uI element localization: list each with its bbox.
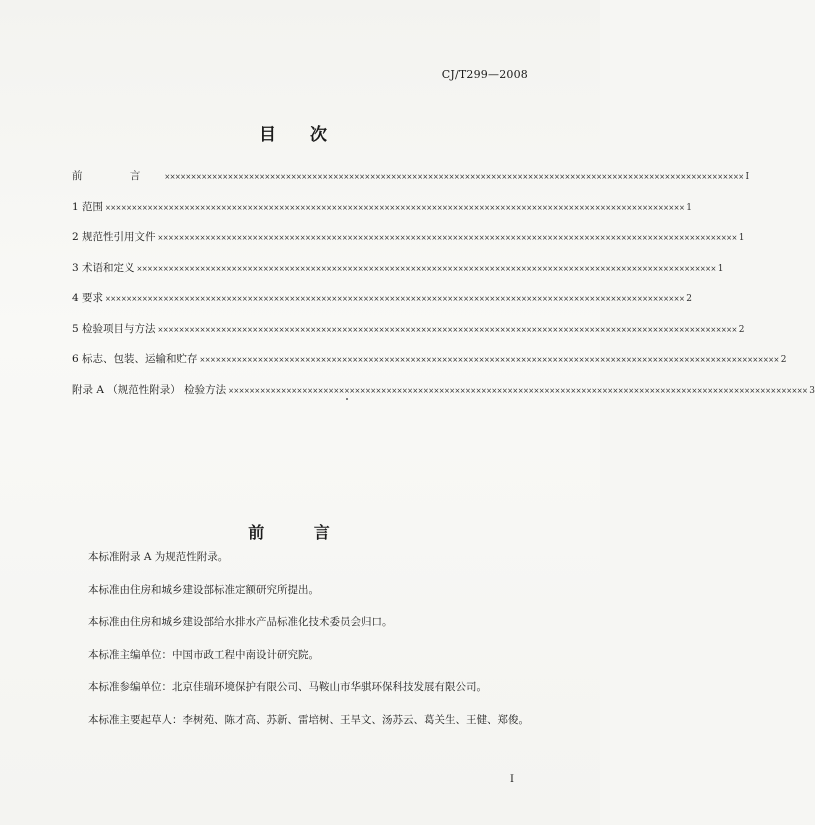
toc-entry-label: 6 标志、包装、运输和贮存 bbox=[72, 353, 198, 365]
foreword-paragraph: 本标准由住房和城乡建设部标准定额研究所提出。 bbox=[88, 583, 319, 596]
toc-leader: ×××××××××××××××××××××××××××××××××××××××××××××××××××××××××××××××××××××××××××××××××××××××××××××××××××××××××××××× bbox=[164, 173, 744, 181]
toc-leader: ×××××××××××××××××××××××××××××××××××××××××××××××××××××××××××××××××××××××××××××××××××××××××××××××××××××××××××××× bbox=[105, 295, 685, 303]
toc-entry-page: 1 bbox=[738, 233, 745, 243]
toc-entry-marking-packaging[interactable] bbox=[72, 351, 787, 382]
page-number: I bbox=[510, 774, 514, 785]
toc-entry-label: 1 范围 bbox=[72, 200, 104, 213]
toc-entry-normative-references[interactable] bbox=[72, 229, 745, 260]
foreword-paragraph: 本标准主编单位：中国市政工程中南设计研究院。 bbox=[88, 648, 319, 661]
toc-entry-scope[interactable] bbox=[72, 199, 692, 230]
toc-entry-label: 前 言 bbox=[72, 170, 163, 182]
toc-entry-page: 1 bbox=[686, 202, 692, 213]
foreword-title: 前 言 bbox=[248, 523, 352, 542]
toc-entry-label: 附录 A （规范性附录） 检验方法 bbox=[72, 383, 227, 396]
scan-speck bbox=[346, 398, 348, 400]
toc-entry-label: 3 术语和定义 bbox=[72, 261, 135, 274]
toc-leader: ×××××××××××××××××××××××××××××××××××××××××××××××××××××××××××××××××××××××××××××××××××××××××××××××××××××××××××××× bbox=[157, 234, 737, 242]
toc-entry-terms-definitions[interactable] bbox=[72, 260, 724, 291]
foreword-body bbox=[88, 550, 528, 745]
toc-leader: ×××××××××××××××××××××××××××××××××××××××××××××××××××××××××××××××××××××××××××××××××××××××××××××××××××××××××××××× bbox=[157, 325, 737, 334]
toc-entry-page: 2 bbox=[686, 294, 692, 304]
standard-code: CJ/T299—2008 bbox=[441, 68, 528, 81]
toc-leader: ×××××××××××××××××××××××××××××××××××××××××××××××××××××××××××××××××××××××××××××××××××××××××××××××××××××××××××××× bbox=[136, 264, 716, 273]
toc-entry-requirements[interactable] bbox=[72, 290, 692, 321]
toc-entry-annex-a[interactable] bbox=[72, 382, 815, 413]
foreword-paragraph: 本标准主要起草人：李树苑、陈才高、苏新、雷培树、王旱文、汤苏云、葛关生、王健、郑俊。 bbox=[88, 713, 529, 726]
toc-entry-label: 2 规范性引用文件 bbox=[72, 231, 156, 243]
foreword-paragraph: 本标准附录 A 为规范性附录。 bbox=[88, 551, 229, 563]
toc-leader: ×××××××××××××××××××××××××××××××××××××××××××××××××××××××××××××××××××××××××××××××××××××××××××××××××××××××××××××× bbox=[228, 386, 808, 395]
toc-entry-page: I bbox=[745, 172, 750, 182]
toc-title: 目 次 bbox=[259, 125, 341, 145]
table-of-contents bbox=[72, 168, 815, 412]
toc-leader: ×××××××××××××××××××××××××××××××××××××××××××××××××××××××××××××××××××××××××××××××××××××××××××××××××××××××××××××× bbox=[105, 203, 685, 212]
toc-entry-label: 5 检验项目与方法 bbox=[72, 322, 156, 335]
toc-leader: ×××××××××××××××××××××××××××××××××××××××××××××××××××××××××××××××××××××××××××××××××××××××××××××××××××××××××××××× bbox=[199, 356, 779, 364]
foreword-paragraph: 本标准参编单位：北京佳瑞环境保护有限公司、马鞍山市华骐环保科技发展有限公司。 bbox=[88, 681, 487, 693]
toc-entry-test-items-methods[interactable] bbox=[72, 321, 745, 352]
toc-entry-page: 2 bbox=[780, 355, 787, 365]
toc-entry-page: 1 bbox=[717, 263, 724, 274]
foreword-paragraph: 本标准由住房和城乡建设部给水排水产品标准化技术委员会归口。 bbox=[88, 616, 393, 628]
toc-entry-label: 4 要求 bbox=[72, 292, 104, 304]
toc-entry-page: 2 bbox=[738, 324, 745, 335]
toc-entry-foreword[interactable] bbox=[72, 168, 750, 199]
toc-entry-page: 3 bbox=[809, 385, 815, 396]
